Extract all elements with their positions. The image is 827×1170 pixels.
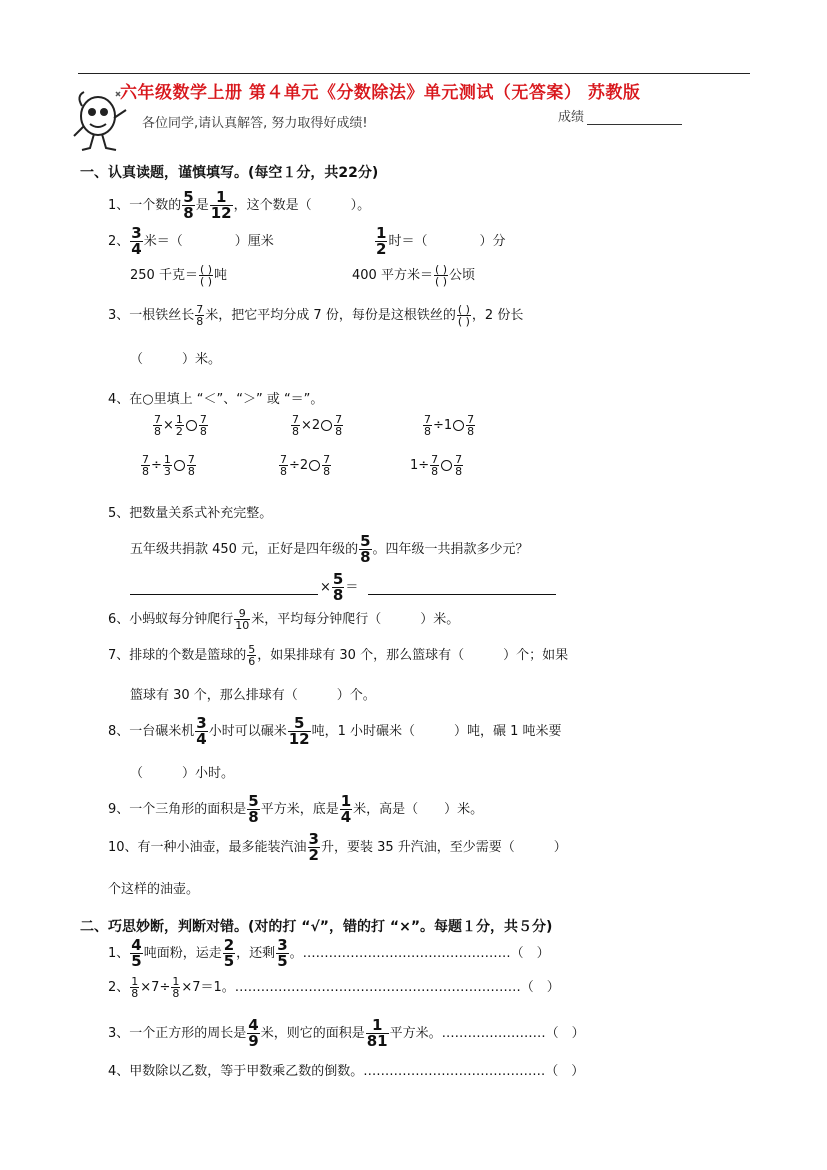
q3-line2: （ ）米。 bbox=[130, 352, 222, 367]
q5-blank-right[interactable] bbox=[368, 594, 556, 595]
judge-3: 3、一个正方形的周长是 $\frac{4}{9}$ 米，则它的面积是 $\frac{1}{81}$ 平方米。……………………（ ） bbox=[108, 1016, 585, 1050]
compare-circle[interactable] bbox=[174, 460, 185, 471]
q2-line2: 250 千克＝ $\frac{( )}{( )}$ 吨 bbox=[130, 263, 228, 288]
section1-heading: 一、认真读题，谨慎填写。(每空１分，共22分) bbox=[80, 165, 379, 181]
q3: 3、一根铁丝长 $\frac{7}{8}$ 米，把它平均分成 7 份，每份是这根铁丝的 $\frac{( )}{( )}$ ，2 份长 bbox=[108, 303, 524, 328]
q5-text: 五年级共捐款 450 元，正好是四年级的 $\frac{5}{8}$ 。四年级一共捐款多少元？ bbox=[130, 532, 529, 566]
compare-circle[interactable] bbox=[453, 420, 464, 431]
judge-2: 2、 $\frac{1}{8}$ ×7÷ $\frac{1}{8}$ ×7＝1。…………………………………………………………（ ） bbox=[108, 975, 560, 1000]
score-field: 成绩 bbox=[558, 106, 682, 125]
q1: 1、一个数的 $\frac{5}{8}$ 是 $\frac{1}{12}$ ，这个数是（ ）。 bbox=[108, 188, 371, 222]
motto: 各位同学,请认真解答, 努力取得好成绩! bbox=[142, 116, 368, 131]
cartoon-mascot-icon bbox=[66, 86, 136, 156]
compare-circle[interactable] bbox=[309, 460, 320, 471]
q8: 8、一台碾米机 $\frac{3}{4}$ 小时可以碾米 $\frac{5}{12}$ 吨，1 小时碾米（ ）吨，碾 1 吨米要 bbox=[108, 714, 562, 748]
q4-label: 4、在○里填上 “＜”、“＞” 或 “＝”。 bbox=[108, 392, 324, 407]
judge-4: 4、甲数除以乙数，等于甲数乘乙数的倒数。……………………………………（ ） bbox=[108, 1064, 585, 1079]
header-rule bbox=[78, 73, 750, 74]
q5-label: 5、把数量关系式补充完整。 bbox=[108, 506, 273, 521]
q4-item: $\frac{7}{8}$ ×2 $\frac{7}{8}$ bbox=[292, 413, 343, 438]
q7: 7、排球的个数是篮球的 $\frac{5}{6}$ ，如果排球有 30 个，那么篮球有（ ）个；如果 bbox=[108, 643, 569, 668]
q4-item: $\frac{7}{8}$ ÷1 $\frac{7}{8}$ bbox=[424, 413, 475, 438]
q10: 10、有一种小油壶，最多能装汽油 $\frac{3}{2}$ 升，要装 35 升汽油，至少需要（ ） bbox=[108, 830, 567, 864]
q9: 9、一个三角形的面积是 $\frac{5}{8}$ 平方米，底是 $\frac{1}{4}$ 米，高是（ ）米。 bbox=[108, 792, 484, 826]
q4-item: 1÷ $\frac{7}{8}$ $\frac{7}{8}$ bbox=[410, 453, 463, 478]
judge-1: 1、 $\frac{4}{5}$ 吨面粉，运走 $\frac{2}{5}$ ，还剩 $\frac{3}{5}$ 。…………………………………………（ ） bbox=[108, 936, 550, 970]
q4-item: $\frac{7}{8}$ ÷ $\frac{1}{3}$ $\frac{7}{8}$ bbox=[142, 453, 195, 478]
q4-item: $\frac{7}{8}$ × $\frac{1}{2}$ $\frac{7}{8}$ bbox=[154, 413, 207, 438]
q4-item: $\frac{7}{8}$ ÷2 $\frac{7}{8}$ bbox=[280, 453, 331, 478]
q2-line1: 2、 $\frac{3}{4}$ 米＝（ ）厘米 bbox=[108, 224, 274, 258]
q2-line1b: $\frac{1}{2}$ 时＝（ ）分 bbox=[376, 224, 506, 258]
q6: 6、小蚂蚁每分钟爬行 $\frac{9}{10}$ 米，平均每分钟爬行（ ）米。 bbox=[108, 607, 460, 632]
q2-line2b: 400 平方米＝ $\frac{( )}{( )}$ 公顷 bbox=[352, 263, 476, 288]
compare-circle[interactable] bbox=[321, 420, 332, 431]
q8-line2: （ ）小时。 bbox=[130, 766, 235, 781]
q5-blank-left[interactable] bbox=[130, 594, 318, 595]
section2-heading: 二、巧思妙断，判断对错。(对的打 “√”，错的打 “×”。每题１分，共５分) bbox=[80, 919, 553, 935]
compare-circle[interactable] bbox=[441, 460, 452, 471]
compare-circle[interactable] bbox=[186, 420, 197, 431]
q5-expression: × $\frac{5}{8}$ ＝ bbox=[320, 570, 359, 604]
page-title: 六年级数学上册 第４单元《分数除法》单元测试（无答案） 苏教版 bbox=[120, 83, 641, 103]
q7-line2: 篮球有 30 个，那么排球有（ ）个。 bbox=[130, 688, 376, 703]
q10-line2: 个这样的油壶。 bbox=[108, 882, 200, 897]
